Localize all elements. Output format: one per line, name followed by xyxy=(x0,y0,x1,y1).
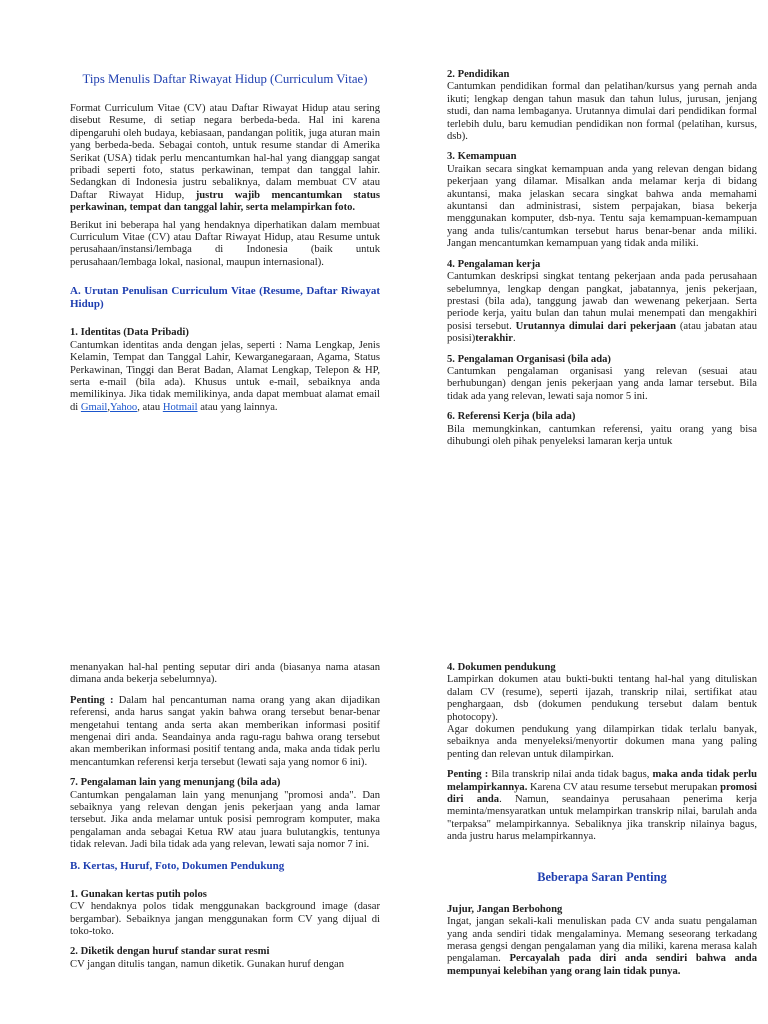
penting-e: . Namun, seandainya perusahaan penerima kerja meminta/mensyaratkan untuk melampirkan transkrip nilai, barulah anda "terpaksa" melampirkannya. Sebaliknya jika transkrip nilainya bagus, anda justru harus melampirkannya. xyxy=(447,794,757,843)
intro-paragraph-2: Berikut ini beberapa hal yang hendaknya diperhatikan dalam membuat Curriculum Vitae (CV) atau Daftar Riwayat Hidup, atau Resume untuk perusahaan/instansi/lembaga di Indonesia (baik untuk perusahaan/lembaga lokal, nasional, maupun internasional). xyxy=(70,219,380,268)
jujur-bold-text: Percayalah pada diri anda sendiri bahwa anda mempunyai kelebihan yang orang lain tidak punya. xyxy=(447,953,757,977)
paragraph-kemampuan: Uraikan secara singkat kemampuan anda yang relevan dengan bidang pekerjaan yang dilamar. Misalkan anda melamar kerja di bidang akuntansi, maka jelaskan secara singkat bahwa anda memahami akuntansi dan administrasi, sistem perpajakan, biasa bekerja menggunakan komputer, dsb-nya. Tentu saja kemampuan-kemampuan yang anda tulis/cantumkan tersebut harus benar-benar anda miliki. Jangan mencantumkan kemampuan yang tidak anda miliki. xyxy=(447,163,757,250)
penting-d: promosi diri anda xyxy=(447,781,757,806)
penting-text: Dalam hal pencantuman nama orang yang akan dijadikan referensi, anda harus sangat yakin bahwa orang tersebut benar-benar mengetahui tentang anda serta akan memberikan informasi positif mengenai diri anda. Seandainya anda ragu-ragu bahwa orang tersebut akan memberikan informasi positif tentang anda, maka anda tidak perlu mencantumkan referensi kerja tersebut (lewati saja yang nomor 6 ini). xyxy=(70,694,380,768)
penting-label: Penting : xyxy=(70,694,114,706)
heading-identitas: 1. Identitas (Data Pribadi) xyxy=(70,327,189,339)
identitas-mid-text: , atau xyxy=(137,401,163,413)
penting-c: Karena CV atau resume tersebut merupakan xyxy=(527,781,721,793)
identitas-text: Cantumkan identitas anda dengan jelas, seperti : Nama Lengkap, Jenis Kelamin, Tempat dan Tanggal Lahir, Kewarganegaraan, Agama, Status Perkawinan, Tinggi dan Berat Badan, Alamat Lengkap, Telepon & HP, serta e-mail (bila ada). Khusus untuk e-mail, sebaiknya anda memilikinya. Jika tidak memilikinya, anda dapat membuat alamat email di xyxy=(70,339,380,413)
paragraph-referensi-continued: menanyakan hal-hal penting seputar diri anda (biasanya nama atasan dimana anda bekerja sebelumnya). xyxy=(70,662,380,686)
pengalaman-end: . xyxy=(512,333,516,345)
intro-text: Format Curriculum Vitae (CV) atau Daftar Riwayat Hidup atau sering disebut Resume, di setiap negara berbeda-beda. Hal ini karena dipengaruhi oleh budaya, kebiasaan, pandangan politik, juga aturan main yang berbeda-beda. Sebagai contoh, untuk resume standar di Amerika Serikat (USA) tidak perlu mencantumkan hal-hal yang dianggap sangat pribadi seperti foto, status perkawinan, tempat dan tanggal lahir. Sedangkan di Indonesia justru sebaliknya, dalam membuat CV atau Daftar Riwayat Hidup, xyxy=(70,103,380,201)
heading-pengalaman-lain: 7. Pengalaman lain yang menunjang (bila ada) xyxy=(70,777,281,789)
intro-bold-text: justru wajib mencantumkan status perkawinan, tempat dan tanggal lahir, serta melampirkan foto. xyxy=(70,189,380,214)
document-title: Tips Menulis Daftar Riwayat Hidup (Curriculum Vitae) xyxy=(82,72,368,86)
penting-b: maka anda tidak perlu melampirkannya. xyxy=(447,769,757,793)
pengalaman-bold-1: Urutannya dimulai dari pekerjaan xyxy=(511,320,677,332)
paragraph-identitas xyxy=(70,340,380,414)
paragraph-dokumen-pendukung: Lampirkan dokumen atau bukti-bukti tentang hal-hal yang dituliskan dalam CV (resume), seperti ijazah, transkrip nilai, sertifikat atau penghargaan, dsb (dokumen pendukung tersebut dalam bentuk photocopy). xyxy=(447,674,757,723)
page2-right-column xyxy=(447,662,757,978)
paragraph-dokumen-pendukung-2: Agar dokumen pendukung yang dilampirkan tidak terlalu banyak, sebaiknya anda menyeleksi/menyortir dokumen mana yang paling penting dan relevan untuk dilampirkan. xyxy=(447,724,757,760)
heading-pengalaman-kerja: 4. Pengalaman kerja xyxy=(447,258,541,270)
penting-a: Bila transkrip nilai anda tidak bagus, xyxy=(488,769,653,781)
paragraph-kertas: CV hendaknya polos tidak menggunakan background image (dasar bergambar). Sebaiknya jangan menggunakan form CV yang dijual di toko-toko. xyxy=(70,901,380,937)
intro-paragraph xyxy=(70,103,380,215)
section-b-heading: B. Kertas, Huruf, Foto, Dokumen Pendukung xyxy=(70,859,285,872)
penting-label-2: Penting : xyxy=(447,769,489,781)
yahoo-link[interactable]: Yahoo xyxy=(110,401,138,413)
heading-dokumen-pendukung: 4. Dokumen pendukung xyxy=(447,662,556,673)
paragraph-organisasi: Cantumkan pengalaman organisasi yang relevan (sesuai atau berhubungan) dengan jenis pekerjaan yang anda lamar tersebut. Bila tidak ada yang relevan, lewati saja nomor 5 ini. xyxy=(447,365,757,402)
heading-referensi: 6. Referensi Kerja (bila ada) xyxy=(447,411,576,423)
saran-penting-heading: Beberapa Saran Penting xyxy=(537,869,667,884)
heading-kemampuan: 3. Kemampuan xyxy=(447,151,517,163)
paragraph-jujur xyxy=(447,916,757,978)
heading-pendidikan: 2. Pendidikan xyxy=(447,69,510,80)
paragraph-referensi: Bila memungkinkan, cantumkan referensi, yaitu orang yang bisa dihubungi oleh pihak penyeleksi lamaran kerja untuk xyxy=(447,423,757,447)
page1-left-column xyxy=(70,62,380,414)
pengalaman-text: Cantumkan deskripsi singkat tentang pekerjaan anda pada perusahaan sebelumnya, lengkap dengan pangkat, jabatannya, jenis pekerjaan, prestasi (bila ada), tanggung jawab dan wewenang pekerjaan. Serta periode kerja, yaitu bulan dan tahun mulai menempati dan mengakhiri posisi tersebut. xyxy=(447,271,757,332)
identitas-end-text: atau yang lainnya. xyxy=(197,401,278,413)
paragraph-penting-referensi xyxy=(70,695,380,769)
paragraph-pengalaman-kerja xyxy=(447,271,757,345)
hotmail-link[interactable]: Hotmail xyxy=(162,401,198,413)
paragraph-pengalaman-lain: Cantumkan pengalaman lain yang menunjang "promosi anda". Dan sebaiknya yang relevan dengan jenis pekerjaan yang anda lamar tersebut. Jika anda melamar untuk posisi pemrogram komputer, maka pengalaman anda sebagai Ketua RW atau juara bulutangkis, tentunya tidak relevan. Jadi bila tidak ada yang relevan, lewati saja nomor 7 ini. xyxy=(70,789,380,851)
pengalaman-mid: (atau jabatan atau posisi) xyxy=(447,320,757,345)
page1-right-column xyxy=(447,69,757,448)
heading-organisasi: 5. Pengalaman Organisasi (bila ada) xyxy=(447,353,611,365)
heading-jujur: Jujur, Jangan Berbohong xyxy=(447,903,563,915)
pengalaman-bold-2: terakhir xyxy=(475,333,513,345)
page2-left-column xyxy=(70,662,380,970)
comma-text: , xyxy=(107,401,111,413)
gmail-link[interactable]: Gmail xyxy=(80,401,108,413)
paragraph-penting-transkrip xyxy=(447,769,757,843)
heading-huruf: 2. Diketik dengan huruf standar surat resmi xyxy=(70,946,270,958)
section-a-heading: A. Urutan Penulisan Curriculum Vitae (Resume, Daftar Riwayat Hidup) xyxy=(70,285,380,311)
heading-kertas: 1. Gunakan kertas putih polos xyxy=(70,888,207,900)
paragraph-huruf: CV jangan ditulis tangan, namun diketik. Gunakan huruf dengan xyxy=(70,958,345,970)
jujur-text: Ingat, jangan sekali-kali menuliskan pada CV anda suatu pengalaman yang anda sendiri tidak mengalaminya. Memang seseorang terkadang merasa gengsi dengan pengalaman yang dia miliki, karena merasa kalah pengalaman. xyxy=(447,916,757,965)
paragraph-pendidikan: Cantumkan pendidikan formal dan pelatihan/kursus yang pernah anda ikuti; lengkap dengan tahun masuk dan tahun lulus, jurusan, jenjang studi, dan nama lembaganya. Urutannya dimulai dari pendidikan formal terlebih dulu, baru kemudian pendidikan non formal (pelatihan, kursus, dsb). xyxy=(447,81,757,143)
